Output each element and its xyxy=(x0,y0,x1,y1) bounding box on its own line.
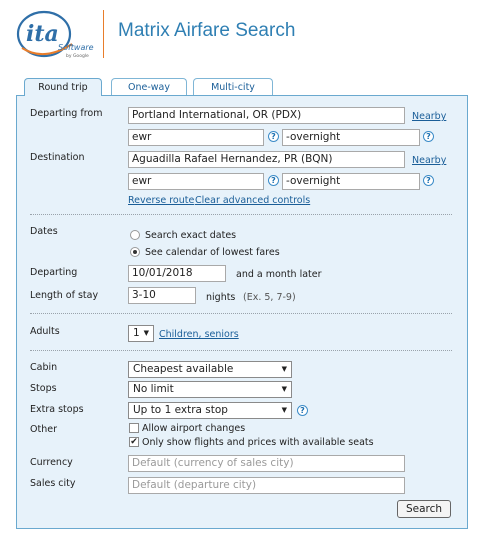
available-seats-label: Only show flights and prices with available seats xyxy=(142,437,374,448)
children-seniors-link[interactable]: Children, seniors xyxy=(159,329,239,340)
departing-from-label: Departing from xyxy=(30,108,103,119)
tab-multi-city[interactable]: Multi-city xyxy=(193,78,273,95)
cabin-value: Cheapest available xyxy=(133,363,234,375)
length-of-stay-input[interactable]: 3-10 xyxy=(128,287,196,304)
clear-advanced-controls-link[interactable]: Clear advanced controls xyxy=(195,195,311,206)
extra-stops-select[interactable] xyxy=(128,402,292,419)
extra-stops-label: Extra stops xyxy=(30,404,84,415)
ita-software-logo xyxy=(14,8,94,62)
destination-code-help-icon[interactable]: ? xyxy=(268,175,279,186)
adults-label: Adults xyxy=(30,326,60,337)
cabin-select[interactable] xyxy=(128,361,292,378)
destination-extra-help-icon[interactable]: ? xyxy=(423,175,434,186)
section-divider xyxy=(30,214,452,215)
adults-select[interactable] xyxy=(128,325,154,342)
stops-value: No limit xyxy=(133,383,174,395)
length-of-stay-example: (Ex. 5, 7-9) xyxy=(243,292,296,303)
section-divider xyxy=(30,350,452,351)
departing-date-note: and a month later xyxy=(236,269,322,280)
dropdown-arrow-icon: ▼ xyxy=(281,365,287,373)
departing-from-input[interactable]: Portland International, OR (PDX) xyxy=(128,107,405,124)
departing-code-input[interactable]: ewr xyxy=(128,129,264,146)
extra-stops-help-icon[interactable]: ? xyxy=(297,405,308,416)
dropdown-arrow-icon: ▼ xyxy=(143,329,149,337)
sales-city-input[interactable]: Default (departure city) xyxy=(128,477,405,494)
svg-text:Software: Software xyxy=(58,43,94,52)
dates-label: Dates xyxy=(30,226,58,237)
destination-code-input[interactable]: ewr xyxy=(128,173,264,190)
length-of-stay-label: Length of stay xyxy=(30,290,99,301)
svg-text:ita: ita xyxy=(26,21,59,47)
departing-extra-input[interactable]: -overnight xyxy=(282,129,420,146)
departing-date-input[interactable]: 10/01/2018 xyxy=(128,265,226,282)
page-title: Matrix Airfare Search xyxy=(118,20,296,41)
available-seats-checkbox[interactable]: ✔ xyxy=(130,437,138,447)
cabin-label: Cabin xyxy=(30,362,58,373)
sales-city-label: Sales city xyxy=(30,478,76,489)
allow-airport-changes-checkbox[interactable] xyxy=(129,423,139,433)
tab-one-way[interactable]: One-way xyxy=(111,78,187,95)
destination-input[interactable]: Aguadilla Rafael Hernandez, PR (BQN) xyxy=(128,151,405,168)
other-label: Other xyxy=(30,424,57,435)
ita-logo-icon xyxy=(14,8,94,62)
departing-extra-help-icon[interactable]: ? xyxy=(423,131,434,142)
extra-stops-value: Up to 1 extra stop xyxy=(133,404,228,416)
calendar-fares-label: See calendar of lowest fares xyxy=(145,247,280,258)
svg-text:by Google: by Google xyxy=(66,54,89,59)
allow-airport-changes-label: Allow airport changes xyxy=(142,423,246,434)
search-button[interactable]: Search xyxy=(397,500,451,518)
exact-dates-label: Search exact dates xyxy=(145,230,237,241)
stops-select[interactable] xyxy=(128,381,292,398)
departing-nearby-link[interactable]: Nearby xyxy=(412,111,447,122)
header-divider xyxy=(103,10,104,58)
destination-nearby-link[interactable]: Nearby xyxy=(412,155,447,166)
nights-label: nights xyxy=(206,292,236,303)
currency-input[interactable]: Default (currency of sales city) xyxy=(128,455,405,472)
dropdown-arrow-icon: ▼ xyxy=(281,385,287,393)
destination-extra-input[interactable]: -overnight xyxy=(282,173,420,190)
departing-code-help-icon[interactable]: ? xyxy=(268,131,279,142)
exact-dates-radio[interactable] xyxy=(130,230,140,240)
destination-label: Destination xyxy=(30,152,85,163)
dropdown-arrow-icon: ▼ xyxy=(281,406,287,414)
stops-label: Stops xyxy=(30,383,57,394)
adults-value: 1 xyxy=(133,327,140,339)
section-divider xyxy=(30,313,452,314)
reverse-route-link[interactable]: Reverse route xyxy=(128,195,195,206)
departing-date-label: Departing xyxy=(30,267,78,278)
calendar-fares-radio[interactable] xyxy=(130,247,140,257)
currency-label: Currency xyxy=(30,457,73,468)
tab-round-trip[interactable]: Round trip xyxy=(24,78,102,96)
